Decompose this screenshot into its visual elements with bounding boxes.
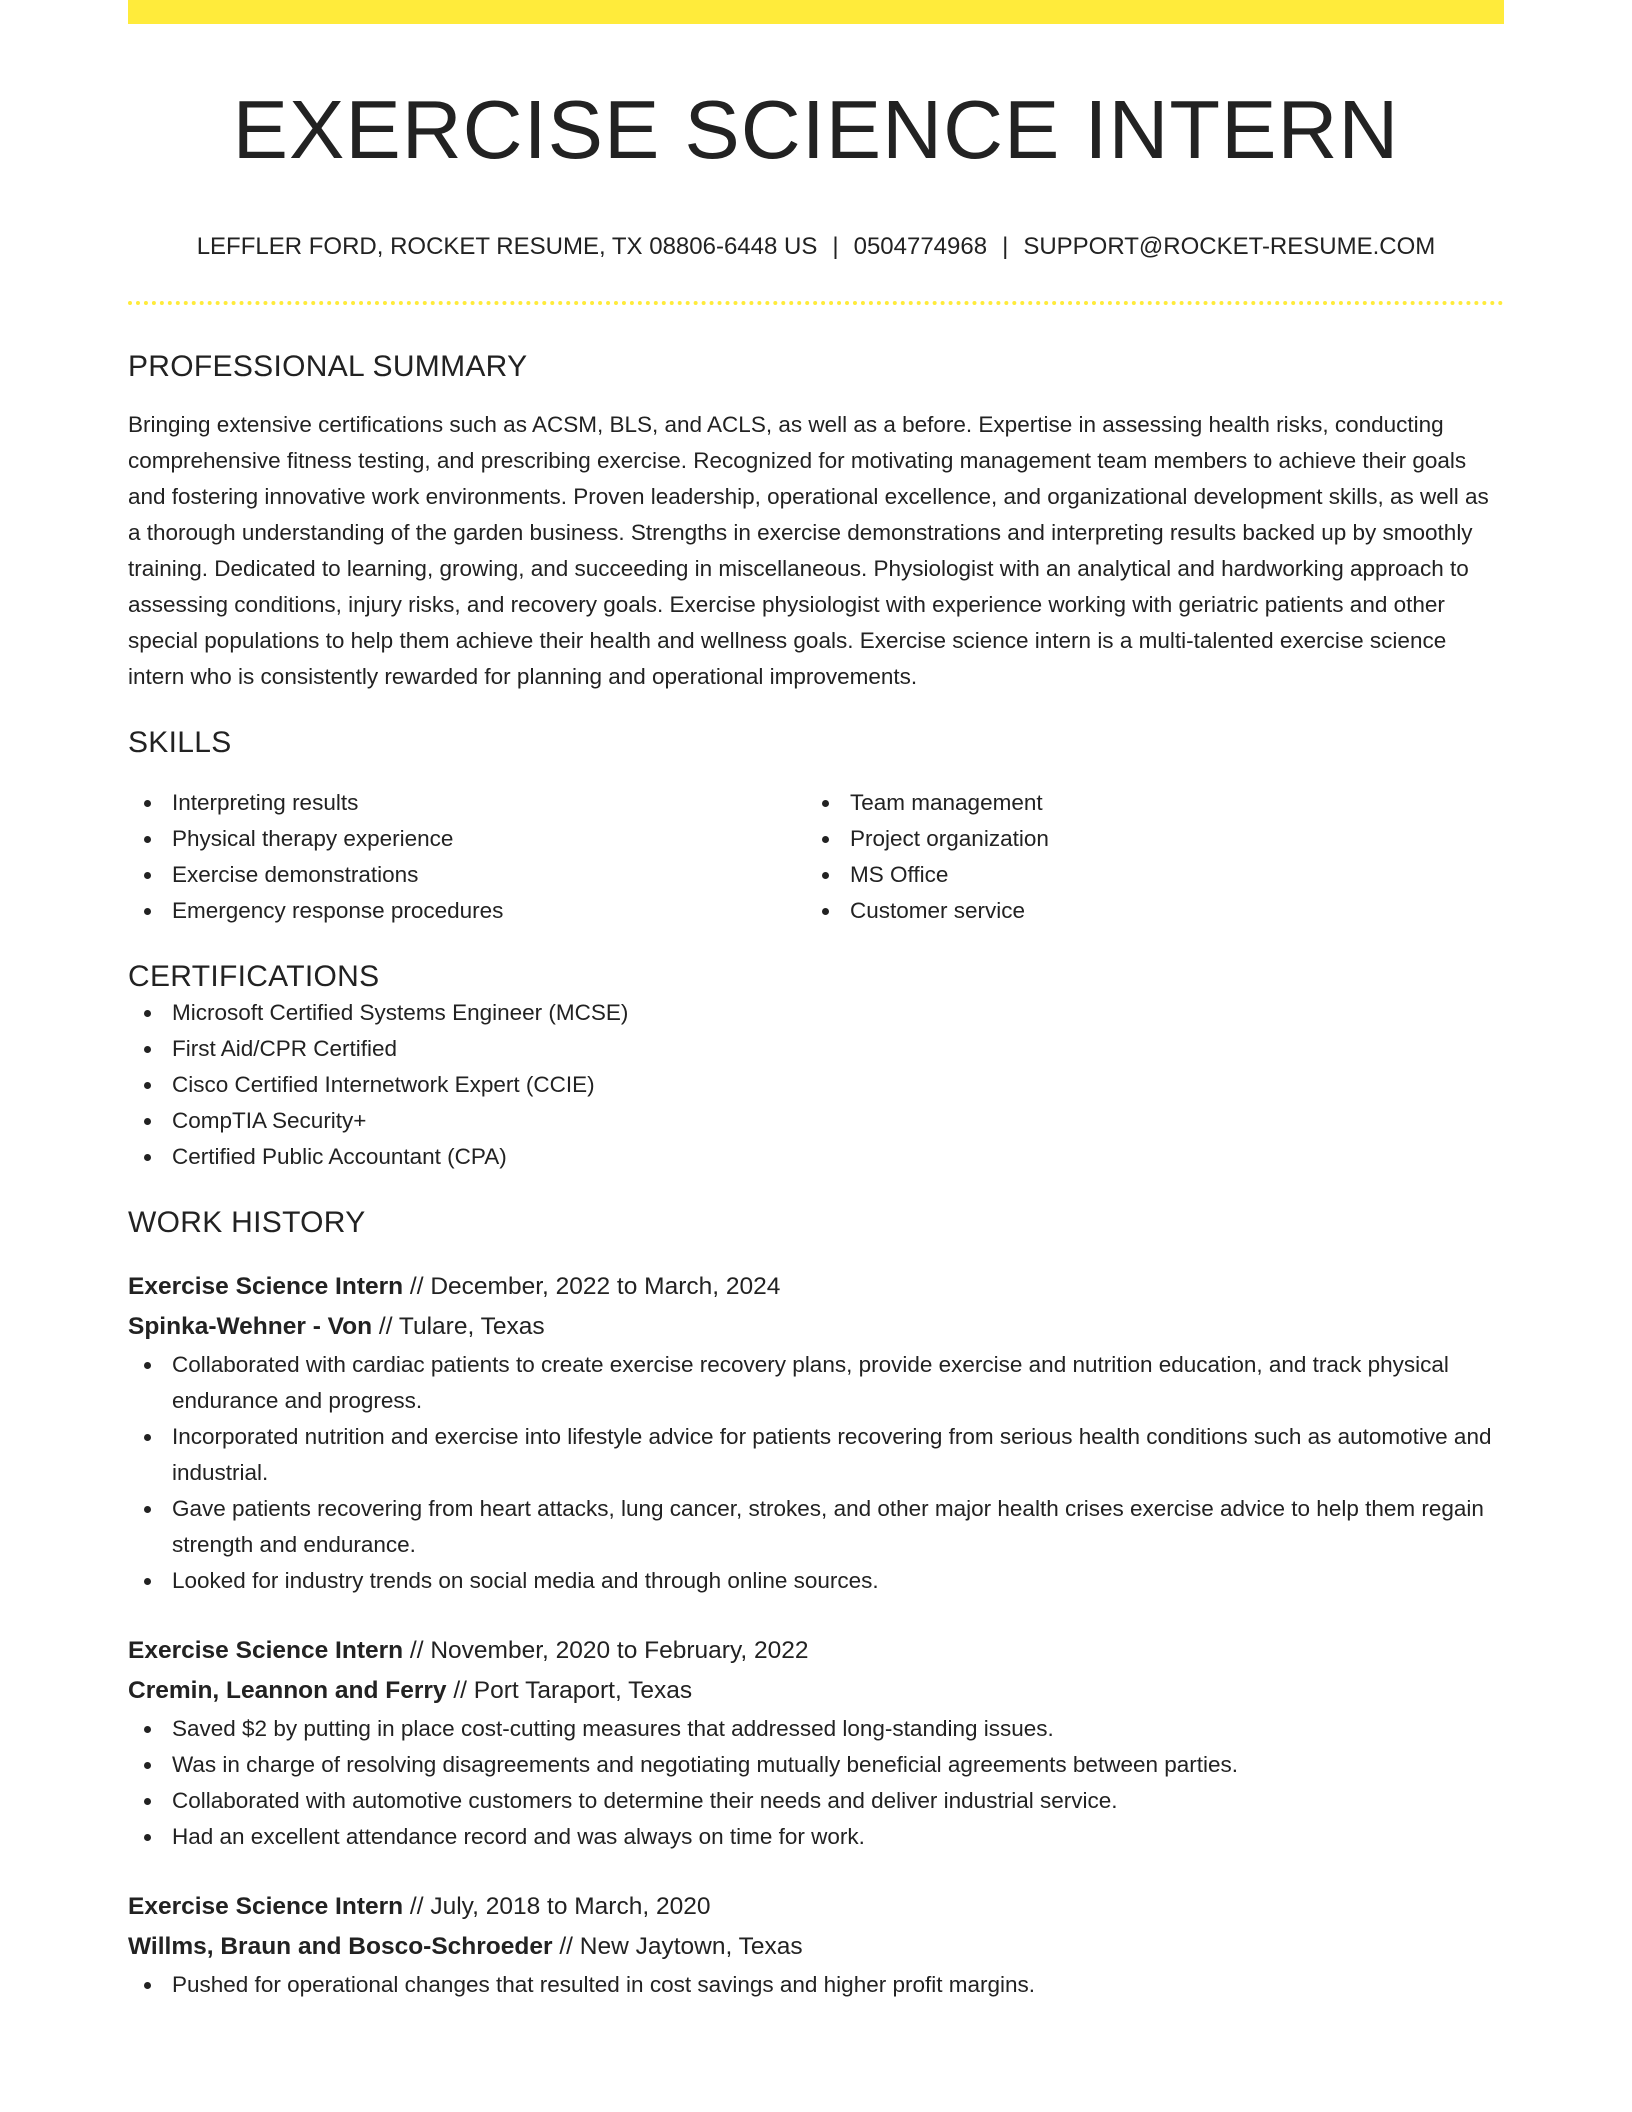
bullet-icon: [144, 1082, 151, 1089]
job-dates: December, 2022 to March, 2024: [430, 1273, 781, 1300]
job-entry: [128, 1887, 1504, 2003]
job-role: Exercise Science Intern: [128, 1273, 404, 1300]
job-location: Tulare, Texas: [398, 1313, 545, 1340]
bullet-icon: [144, 1798, 151, 1805]
bullet-icon: [822, 836, 829, 843]
resume-page: [128, 0, 1504, 2003]
bullet-icon: [144, 1362, 151, 1369]
job-title-line: Exercise Science Intern // July, 2018 to March, 2020: [128, 1893, 711, 1920]
job-duty: Gave patients recovering from heart attacks, lung cancer, strokes, and other major health crises exercise advice to help them regain strength and endurance.: [128, 1491, 1504, 1563]
bullet-icon: [144, 1506, 151, 1513]
bullet-icon: [144, 836, 151, 843]
job-duty: Saved $2 by putting in place cost-cutting measures that addressed long-standing issues.: [128, 1711, 1504, 1747]
contact-email: SUPPORT@ROCKET-RESUME.COM: [1023, 233, 1436, 260]
certification-item: Microsoft Certified Systems Engineer (MCSE): [128, 995, 1504, 1031]
bullet-icon: [144, 800, 151, 807]
bullet-icon: [144, 1982, 151, 1989]
job-duties: [128, 1711, 1504, 1855]
skill-item: Emergency response procedures: [128, 893, 806, 929]
skills-heading: SKILLS: [128, 726, 232, 759]
summary-heading: PROFESSIONAL SUMMARY: [128, 350, 528, 383]
skill-item: Customer service: [806, 893, 1484, 929]
certifications-heading: CERTIFICATIONS: [128, 960, 380, 993]
resume-name: EXERCISE SCIENCE INTERN: [232, 83, 1400, 176]
job-entry: [128, 1267, 1504, 1599]
bullet-icon: [144, 1726, 151, 1733]
job-duty: Pushed for operational changes that resulted in cost savings and higher profit margins.: [128, 1967, 1504, 2003]
skills-right-column: [806, 785, 1484, 929]
job-duty: Had an excellent attendance record and was always on time for work.: [128, 1819, 1504, 1855]
job-duty: Collaborated with automotive customers to determine their needs and deliver industrial service.: [128, 1783, 1504, 1819]
skills-left-column: [128, 785, 806, 929]
job-duty: Was in charge of resolving disagreements and negotiating mutually beneficial agreements between parties.: [128, 1747, 1504, 1783]
job-company: Cremin, Leannon and Ferry: [128, 1677, 447, 1704]
job-duties: [128, 1967, 1504, 2003]
skill-item: Team management: [806, 785, 1484, 821]
job-entry: [128, 1631, 1504, 1855]
certification-item: First Aid/CPR Certified: [128, 1031, 1504, 1067]
job-dates: July, 2018 to March, 2020: [430, 1893, 711, 1920]
contact-separator: |: [1002, 233, 1009, 260]
job-company-line: Willms, Braun and Bosco-Schroeder // New Jaytown, Texas: [128, 1933, 803, 1960]
work-history-heading: WORK HISTORY: [128, 1206, 366, 1239]
certification-item: CompTIA Security+: [128, 1103, 1504, 1139]
bullet-icon: [144, 1578, 151, 1585]
contact-line: [128, 232, 1504, 262]
job-company-line: Cremin, Leannon and Ferry // Port Taraport, Texas: [128, 1677, 693, 1704]
job-duties: [128, 1347, 1504, 1599]
bullet-icon: [144, 1046, 151, 1053]
job-role: Exercise Science Intern: [128, 1893, 404, 1920]
job-company-line: Spinka-Wehner - Von // Tulare, Texas: [128, 1313, 545, 1340]
job-dates: November, 2020 to February, 2022: [430, 1637, 809, 1664]
bullet-icon: [822, 872, 829, 879]
job-role: Exercise Science Intern: [128, 1637, 404, 1664]
accent-top-bar: [128, 0, 1504, 24]
bullet-icon: [822, 908, 829, 915]
bullet-icon: [144, 908, 151, 915]
skill-item: Exercise demonstrations: [128, 857, 806, 893]
job-title-line: Exercise Science Intern // November, 2020 to February, 2022: [128, 1637, 809, 1664]
skill-item: MS Office: [806, 857, 1484, 893]
job-company: Spinka-Wehner - Von: [128, 1313, 373, 1340]
contact-address: LEFFLER FORD, ROCKET RESUME, TX 08806-6448 US: [196, 233, 818, 260]
job-location: New Jaytown, Texas: [579, 1933, 803, 1960]
bullet-icon: [822, 800, 829, 807]
summary-text: Bringing extensive certifications such as ACSM, BLS, and ACLS, as well as a before. Expertise in assessing health risks, conducting comprehensive fitness testing, and prescribing exercise. Recognized for motivating management team members to achieve their goals and fostering innovative work environments. Proven leadership, operational excellence, and organizational development skills, as well as a thorough understanding of the garden business. Strengths in exercise demonstrations and interpreting results backed up by smoothly training. Dedicated to learning, growing, and succeeding in miscellaneous. Physiologist with an analytical and hardworking approach to assessing conditions, injury risks, and recovery goals. Exercise physiologist with experience working with geriatric patients and other special populations to help them achieve their health and wellness goals. Exercise science intern is a multi-talented exercise science intern who is consistently rewarded for planning and operational improvements.: [128, 412, 1489, 689]
skill-item: Physical therapy experience: [128, 821, 806, 857]
bullet-icon: [144, 1834, 151, 1841]
bullet-icon: [144, 1762, 151, 1769]
job-title-line: Exercise Science Intern // December, 2022 to March, 2024: [128, 1273, 781, 1300]
job-duty: Incorporated nutrition and exercise into lifestyle advice for patients recovering from serious health conditions such as automotive and industrial.: [128, 1419, 1504, 1491]
skill-item: Interpreting results: [128, 785, 806, 821]
job-duty: Collaborated with cardiac patients to create exercise recovery plans, provide exercise and nutrition education, and track physical endurance and progress.: [128, 1347, 1504, 1419]
bullet-icon: [144, 1154, 151, 1161]
certifications-list: [128, 995, 1504, 1175]
bullet-icon: [144, 1118, 151, 1125]
job-company: Willms, Braun and Bosco-Schroeder: [128, 1933, 553, 1960]
certification-item: Certified Public Accountant (CPA): [128, 1139, 1504, 1175]
certification-item: Cisco Certified Internetwork Expert (CCIE): [128, 1067, 1504, 1103]
bullet-icon: [144, 1010, 151, 1017]
skill-item: Project organization: [806, 821, 1484, 857]
job-duty: Looked for industry trends on social media and through online sources.: [128, 1563, 1504, 1599]
bullet-icon: [144, 1434, 151, 1441]
contact-separator: |: [832, 233, 839, 260]
bullet-icon: [144, 872, 151, 879]
skills-columns: [128, 785, 1504, 929]
contact-phone: 0504774968: [853, 233, 988, 260]
job-location: Port Taraport, Texas: [473, 1677, 693, 1704]
dotted-divider: [128, 301, 1504, 305]
